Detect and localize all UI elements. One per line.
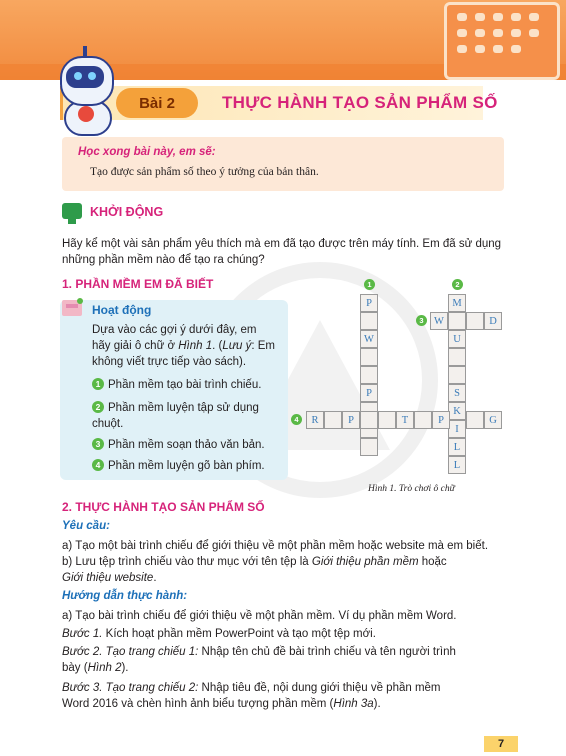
crossword-cell bbox=[360, 366, 378, 384]
clue-1: 1 Phần mềm tạo bài trình chiếu. bbox=[92, 377, 261, 393]
crossword-cell: D bbox=[484, 312, 502, 330]
page-title: THỰC HÀNH TẠO SẢN PHẨM SỐ bbox=[222, 93, 498, 112]
guide-heading: Hướng dẫn thực hành: bbox=[62, 590, 188, 602]
warmup-line-2: những phần mềm nào để tạo ra chúng? bbox=[62, 254, 265, 266]
crossword-cell: K bbox=[448, 402, 466, 420]
crossword-cell: L bbox=[448, 438, 466, 456]
figure-caption: Hình 1. Trò chơi ô chữ bbox=[368, 484, 455, 494]
section-1-heading: 1. PHẦN MỀM EM ĐÃ BIẾT bbox=[62, 277, 214, 291]
computer-icon bbox=[62, 203, 82, 219]
robot-face bbox=[66, 66, 104, 88]
crossword-number-icon: 3 bbox=[416, 315, 427, 326]
crossword-cell: R bbox=[306, 411, 324, 429]
step-2-cont: bày (Hình 2). bbox=[62, 662, 129, 674]
clue-number: 1 bbox=[92, 378, 104, 390]
crossword-cell bbox=[360, 411, 378, 429]
crossword-cell: P bbox=[432, 411, 450, 429]
guide-a: a) Tạo bài trình chiếu để giới thiệu về một phần mềm. Ví dụ phần mềm Word. bbox=[62, 610, 457, 622]
crossword-cell: P bbox=[360, 384, 378, 402]
robot-eye-icon bbox=[74, 72, 82, 80]
page-number: 7 bbox=[484, 736, 518, 752]
requirement-b-cont: Giới thiệu website. bbox=[62, 572, 157, 584]
robot-badge-icon bbox=[78, 106, 94, 122]
step-3-cont: Word 2016 và chèn hình ảnh biểu tượng phần mềm (Hình 3a). bbox=[62, 698, 381, 710]
clue-number: 3 bbox=[92, 438, 104, 450]
clue-number: 2 bbox=[92, 401, 104, 413]
crossword-cell bbox=[448, 366, 466, 384]
crossword-number-icon: 4 bbox=[291, 414, 302, 425]
step-2: Bước 2. Tạo trang chiếu 1: Nhập tên chủ đề bài trình chiếu và tên người trình bbox=[62, 646, 456, 658]
crossword-cell bbox=[324, 411, 342, 429]
lesson-label: Bài 2 bbox=[116, 88, 198, 118]
crossword-cell bbox=[466, 312, 484, 330]
crossword-cell: M bbox=[448, 294, 466, 312]
activity-intro-3: không viết trực tiếp vào sách). bbox=[92, 356, 247, 368]
crossword-cell: L bbox=[448, 456, 466, 474]
warmup-heading: KHỞI ĐỘNG bbox=[90, 205, 164, 219]
activity-intro-1: Dựa vào các gợi ý dưới đây, em bbox=[92, 324, 257, 336]
objectives-text: Tạo được sản phẩm số theo ý tưởng của bản thân. bbox=[90, 166, 319, 178]
step-1: Bước 1. Kích hoạt phần mềm PowerPoint và tạo một tệp mới. bbox=[62, 628, 376, 640]
requirement-b: b) Lưu tệp trình chiếu vào thư mục với tên tệp là Giới thiệu phần mềm hoặc bbox=[62, 556, 447, 568]
crossword-cell: W bbox=[430, 312, 448, 330]
section-2-heading: 2. THỰC HÀNH TẠO SẢN PHẨM SỐ bbox=[62, 500, 265, 514]
crossword-cell bbox=[466, 411, 484, 429]
clue-4: 4 Phần mềm luyện gõ bàn phím. bbox=[92, 458, 265, 474]
crossword-cell bbox=[414, 411, 432, 429]
crossword-cell: P bbox=[360, 294, 378, 312]
step-3: Bước 3. Tạo trang chiếu 2: Nhập tiêu đề, nội dung giới thiệu về phần mềm bbox=[62, 682, 441, 694]
crossword-cell bbox=[360, 438, 378, 456]
crossword-cell bbox=[448, 348, 466, 366]
crossword-cell: S bbox=[448, 384, 466, 402]
puzzle-icon bbox=[60, 296, 86, 318]
crossword-cell bbox=[448, 312, 466, 330]
crossword-cell bbox=[360, 312, 378, 330]
objectives-heading: Học xong bài này, em sẽ: bbox=[78, 146, 216, 158]
crossword-cell: G bbox=[484, 411, 502, 429]
requirement-a: a) Tạo một bài trình chiếu để giới thiệu về một phần mềm hoặc website mà em biết. bbox=[62, 540, 489, 552]
requirements-heading: Yêu cầu: bbox=[62, 520, 110, 532]
crossword-number-icon: 2 bbox=[452, 279, 463, 290]
crossword-number-icon: 1 bbox=[364, 279, 375, 290]
crossword-cell: I bbox=[448, 420, 466, 438]
robot-eye-icon bbox=[88, 72, 96, 80]
clue-2: 2 Phần mềm luyện tập sử dụng bbox=[92, 400, 259, 416]
activity-intro-2: hãy giải ô chữ ở Hình 1. (Lưu ý: Em bbox=[92, 340, 275, 352]
crossword-cell: U bbox=[448, 330, 466, 348]
warmup-line-1: Hãy kể một vài sản phẩm yêu thích mà em đã tạo được trên máy tính. Em đã sử dụng bbox=[62, 238, 502, 250]
crossword-cell: W bbox=[360, 330, 378, 348]
clue-3: 3 Phần mềm soạn thảo văn bản. bbox=[92, 437, 265, 453]
tablet-illustration bbox=[444, 2, 560, 80]
crossword-cell: T bbox=[396, 411, 414, 429]
crossword-cell bbox=[378, 411, 396, 429]
activity-heading: Hoạt động bbox=[92, 303, 152, 317]
clue-number: 4 bbox=[92, 459, 104, 471]
crossword-cell: P bbox=[342, 411, 360, 429]
clue-2-cont: chuột. bbox=[92, 418, 124, 430]
crossword-cell bbox=[360, 348, 378, 366]
